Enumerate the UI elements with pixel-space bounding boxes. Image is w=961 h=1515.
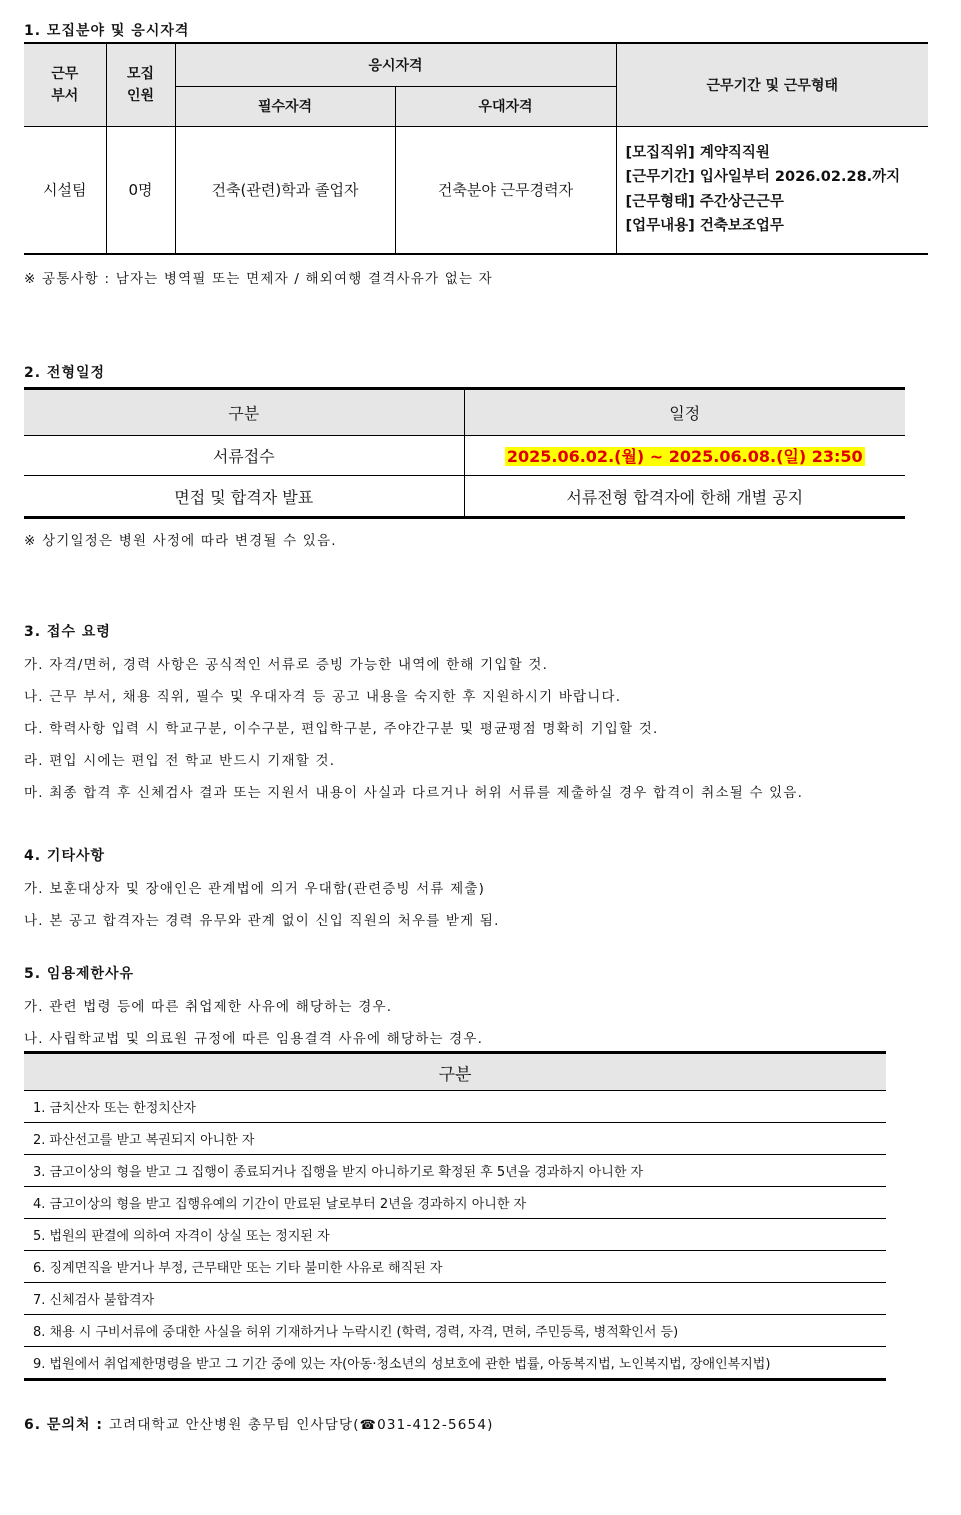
restriction-table <box>24 1051 886 1381</box>
section-2-note: ※ 상기일정은 병원 사정에 따라 변경될 수 있음. <box>24 533 337 549</box>
table-row: 3. 금고이상의 형을 받고 그 집행이 종료되거나 집행을 받지 아니하기로 확정된 후 5년을 경과하지 아니한 자 <box>24 1155 886 1187</box>
cell-info <box>616 126 928 254</box>
schedule-category: 서류접수 <box>24 436 464 476</box>
contact-phone: 031-412-5654) <box>377 1417 494 1433</box>
header-qualification: 응시자격 <box>175 43 616 86</box>
header-period: 근무기간 및 근무형태 <box>616 43 928 126</box>
restriction-header: 구분 <box>24 1053 886 1091</box>
schedule-table <box>24 387 905 519</box>
section-2-heading: 2. 전형일정 <box>24 365 106 381</box>
list-item: 가. 보훈대상자 및 장애인은 관계법에 의거 우대함(관련증빙 서류 제출) <box>24 881 486 897</box>
list-item: 나. 본 공고 합격자는 경력 유무와 관계 없이 신입 직원의 처우를 받게 됨. <box>24 913 500 929</box>
list-item: 나. 근무 부서, 채용 직위, 필수 및 우대자격 등 공고 내용을 숙지한 후 지원하시기 바랍니다. <box>24 689 622 705</box>
section-5-heading: 5. 임용제한사유 <box>24 966 135 982</box>
section-1-note: ※ 공통사항 : 남자는 병역필 또는 면제자 / 해외여행 결격사유가 없는 자 <box>24 271 493 287</box>
header-count: 모집 인원 <box>106 43 175 126</box>
info-duty: [업무내용] 건축보조업무 <box>625 218 784 235</box>
list-item: 마. 최종 합격 후 신체검사 결과 또는 지원서 내용이 사실과 다르거나 허위 서류를 제출하실 경우 합격이 취소될 수 있음. <box>24 785 804 801</box>
schedule-value <box>464 436 905 476</box>
table-row: 8. 채용 시 구비서류에 중대한 사실을 허위 기재하거나 누락시킨 (학력, 경력, 자격, 면허, 주민등록, 병적확인서 등) <box>24 1315 886 1347</box>
table-row: 9. 법원에서 취업제한명령을 받고 그 기간 중에 있는 자(아동·청소년의 성보호에 관한 법률, 아동복지법, 노인복지법, 장애인복지법) <box>33 1357 771 1372</box>
cell-preferred: 건축분야 근무경력자 <box>395 126 616 254</box>
header-schedule: 일정 <box>464 389 905 436</box>
contact-text: 고려대학교 안산병원 총무팀 인사담당( <box>108 1417 360 1433</box>
info-period: [근무기간] 입사일부터 2026.02.28.까지 <box>625 169 901 186</box>
table-row: 7. 신체검사 불합격자 <box>24 1283 886 1315</box>
header-dept: 근무 부서 <box>24 43 106 126</box>
table-row: 2. 파산선고를 받고 복권되지 아니한 자 <box>24 1123 886 1155</box>
section-4-heading: 4. 기타사항 <box>24 848 106 864</box>
contact-line <box>24 1413 494 1434</box>
header-category: 구분 <box>24 389 464 436</box>
table-row: 5. 법원의 판결에 의하여 자격이 상실 또는 정지된 자 <box>24 1219 886 1251</box>
header-required: 필수자격 <box>175 86 395 126</box>
telephone-icon: ☎ <box>359 1418 378 1433</box>
header-preferred: 우대자격 <box>395 86 616 126</box>
list-item: 가. 자격/면허, 경력 사항은 공식적인 서류로 증빙 가능한 내역에 한해 기입할 것. <box>24 657 549 673</box>
highlighted-date: 2025.06.02.(월) ~ 2025.06.08.(일) 23:50 <box>506 447 863 466</box>
list-item: 가. 관련 법령 등에 따른 취업제한 사유에 해당하는 경우. <box>24 999 393 1015</box>
section-6-heading: 6. 문의처 <box>24 1417 91 1433</box>
table-row: 6. 징계면직을 받거나 부정, 근무태만 또는 기타 불미한 사유로 해직된 자 <box>24 1251 886 1283</box>
list-item: 다. 학력사항 입력 시 학교구분, 이수구분, 편입학구분, 주야간구분 및 평균평점 명확히 기입할 것. <box>24 721 659 737</box>
list-item: 나. 사립학교법 및 의료원 규정에 따른 임용결격 사유에 해당하는 경우. <box>24 1031 484 1047</box>
cell-count: 0명 <box>106 126 175 254</box>
contact-separator: : <box>90 1417 109 1433</box>
info-position: [모집직위] 계약직직원 <box>625 144 770 161</box>
list-item: 라. 편입 시에는 편입 전 학교 반드시 기재할 것. <box>24 753 336 769</box>
cell-required: 건축(관련)학과 졸업자 <box>175 126 395 254</box>
schedule-value: 서류전형 합격자에 한해 개별 공지 <box>566 487 804 507</box>
section-3-heading: 3. 접수 요령 <box>24 624 111 640</box>
info-type: [근무형태] 주간상근근무 <box>625 193 784 210</box>
table-row: 1. 금치산자 또는 한정치산자 <box>24 1091 886 1123</box>
recruitment-table <box>24 42 928 255</box>
cell-dept: 시설팀 <box>24 126 106 254</box>
section-1-heading: 1. 모집분야 및 응시자격 <box>24 23 190 39</box>
table-row: 4. 금고이상의 형을 받고 집행유예의 기간이 만료된 날로부터 2년을 경과하지 아니한 자 <box>24 1187 886 1219</box>
schedule-category: 면접 및 합격자 발표 <box>24 476 464 518</box>
